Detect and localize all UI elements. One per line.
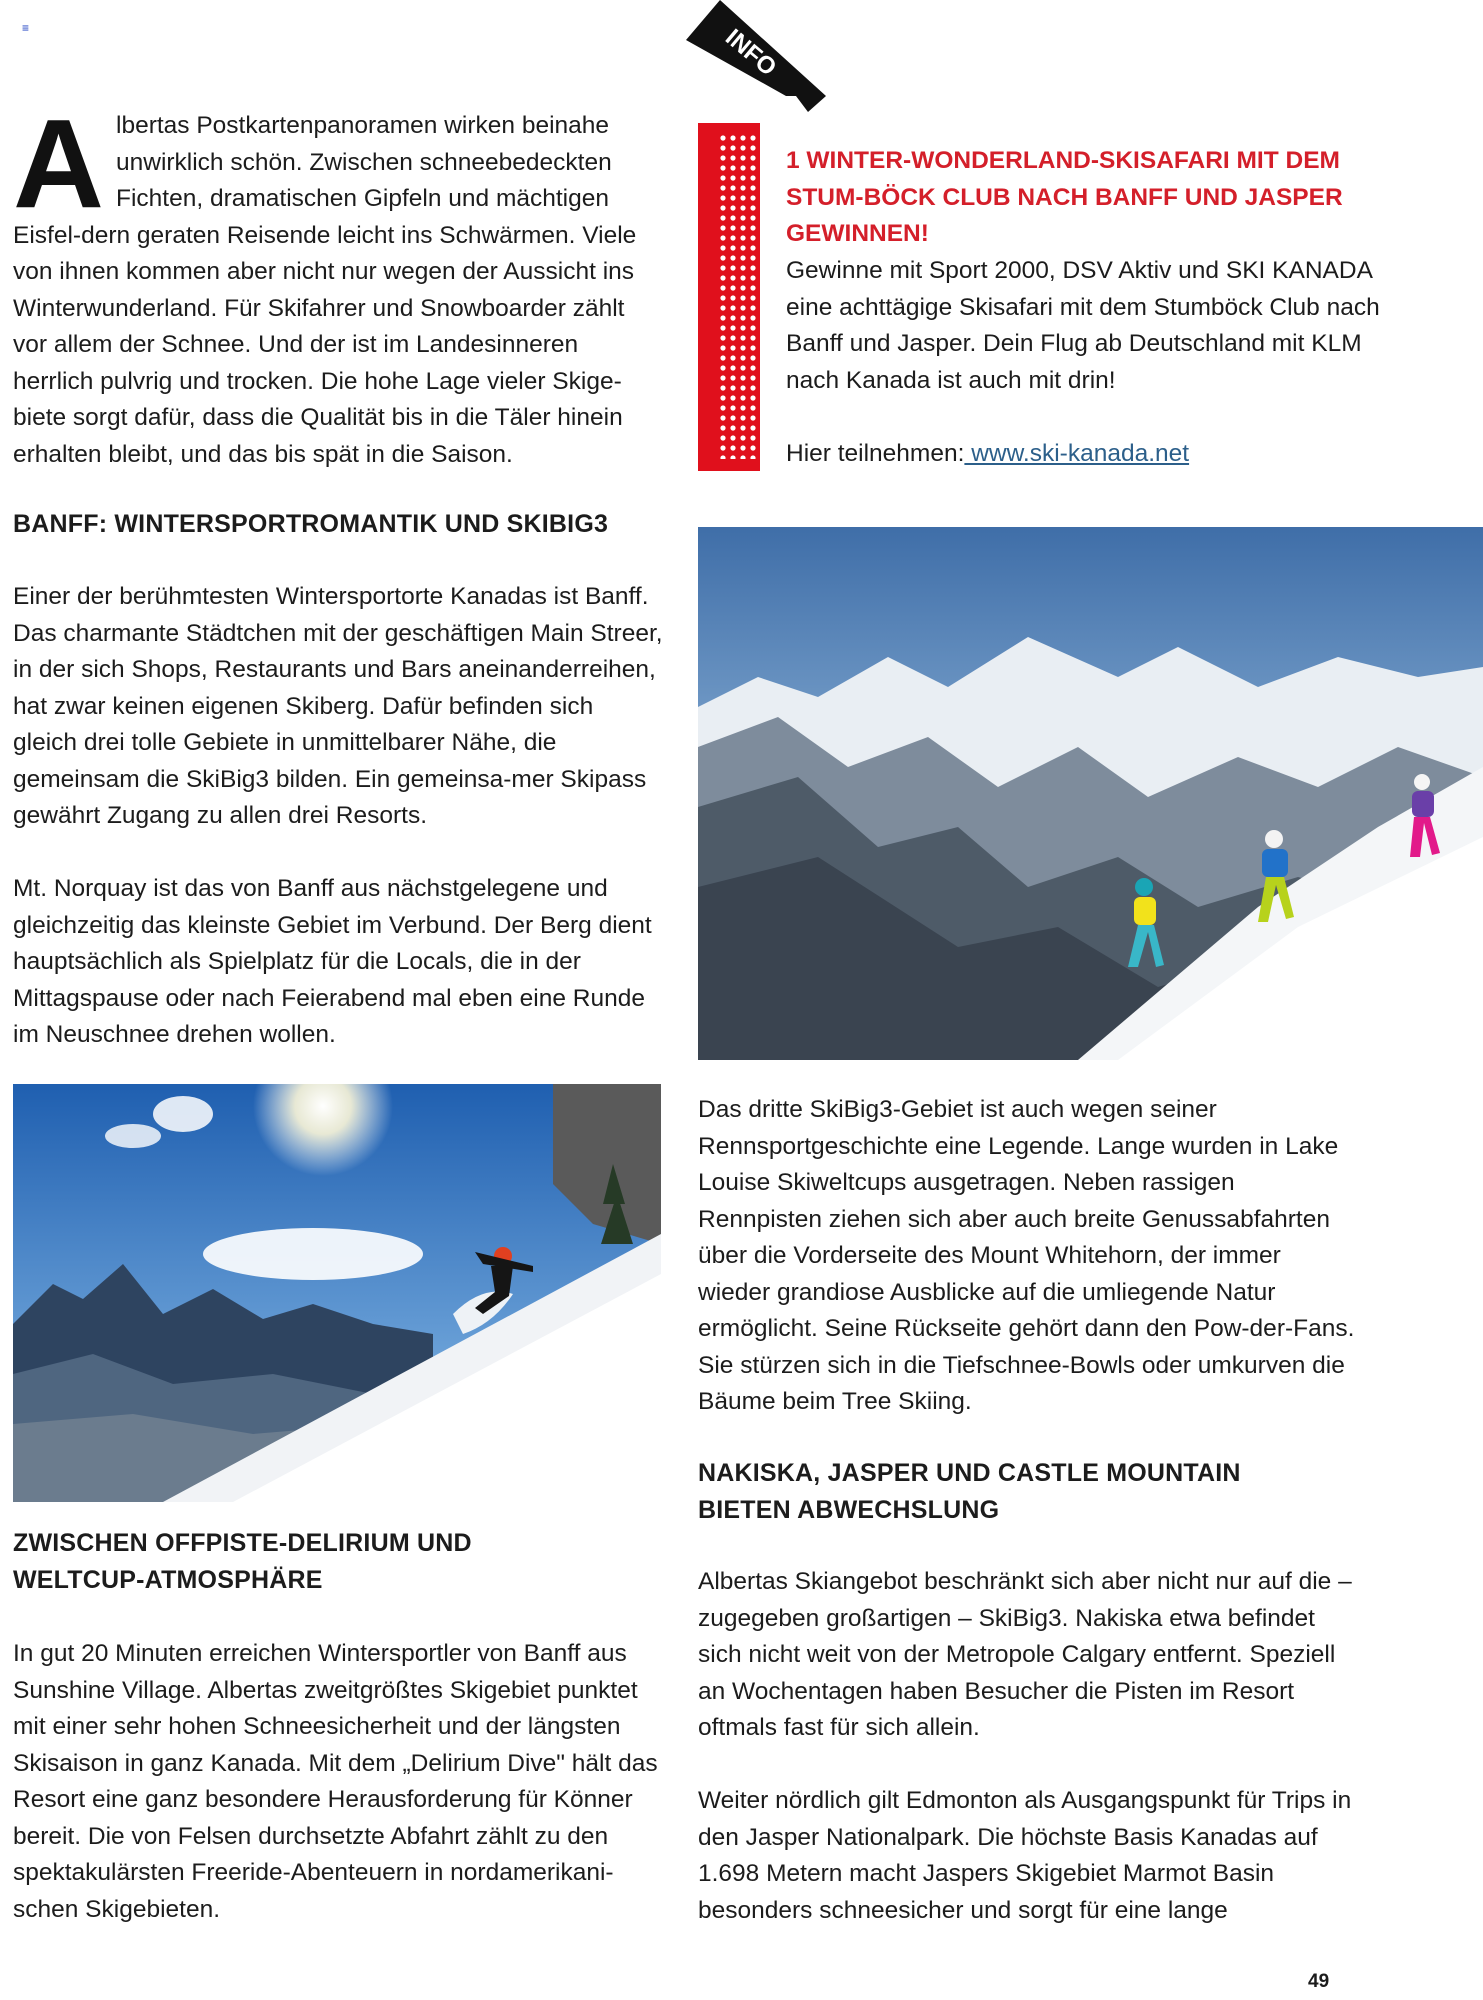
banff-paragraph-1: Einer der berühmtesten Wintersportorte Kanadas ist Banff. Das charmante Städtchen mit der geschäftigen Main Streer, in der sich Shops, Restaurants und Bars aneinanderreihen, hat zwar keinen eigenen Skiberg. Dafür befinden sich gleich drei tolle Gebiete in unmittelbarer Nähe, die gemeinsam die SkiBig3 bilden. Ein gemeinsa-mer Skipass gewährt Zugang zu allen drei Resorts. [13, 583, 663, 829]
ski-kanada-link[interactable]: www.ski-kanada.net [964, 440, 1190, 467]
menu-icon[interactable]: ≡ [22, 21, 30, 35]
info-link-prefix: Hier teilnehmen: [786, 440, 965, 467]
info-title: 1 WINTER-WONDERLAND-SKISAFARI MIT DEM STUM-BÖCK CLUB NACH BANFF UND JASPER GEWINNEN! [786, 147, 1343, 247]
info-link-line [786, 436, 1406, 473]
info-body: Gewinne mit Sport 2000, DSV Aktiv und SKI KANADA eine achttägige Skisafari mit dem Stumböck Club nach Banff und Jasper. Dein Flug ab Deutschland mit KLM nach Kanada ist auch mit drin! [786, 257, 1380, 394]
lake-louise-paragraph: Das dritte SkiBig3-Gebiet ist auch wegen seiner Rennsportgeschichte eine Legende. Lange wurden in Lake Louise Skiweltcups ausgetragen. Neben rassigen Rennpisten ziehen sich aber auch breite Genussabfahrten über die Vorderseite des Mount Whitehorn, der immer wieder grandiose Ausblicke auf die umliegende Natur ermöglicht. Seine Rückseite gehört dann den Pow-der-Fans. Sie stürzen sich in die Tiefschnee-Bowls oder umkurven die Bäume beim Tree Skiing. [698, 1096, 1355, 1415]
info-tag-label: INFO [720, 23, 782, 82]
banff-heading: BANFF: WINTERSPORTROMANTIK UND SKIBIG3 [13, 510, 609, 538]
nakiska-heading [698, 1455, 1358, 1529]
snowboarder-photo [13, 1084, 661, 1502]
nakiska-heading-line-2: BIETEN ABWECHSLUNG [698, 1496, 1000, 1524]
intro-paragraph [13, 93, 663, 473]
offpiste-heading-line-1: ZWISCHEN OFFPISTE-DELIRIUM UND [13, 1529, 472, 1557]
banff-paragraph-2: Mt. Norquay ist das von Banff aus nächstgelegene und gleichzeitig das kleinste Gebiet im Verbund. Der Berg dient hauptsächlich als Spielplatz für die Locals, die in der Mittagspause oder nach Feierabend mal eben eine Runde im Neuschnee drehen wollen. [13, 875, 652, 1048]
info-halftone-strip [698, 123, 760, 471]
offpiste-heading [13, 1525, 663, 1599]
nakiska-paragraph-1: Albertas Skiangebot beschränkt sich aber nicht nur auf die – zugegeben großartigen – SkiBig3. Nakiska etwa befindet sich nicht weit von der Metropole Calgary entfernt. Speziell an Wochentagen haben Besucher die Pisten im Resort oftmals fast für sich allein. [698, 1568, 1352, 1741]
info-tag [686, 0, 826, 112]
offpiste-paragraph: In gut 20 Minuten erreichen Wintersportler von Banff aus Sunshine Village. Albertas zweitgrößtes Skigebiet punktet mit einer sehr hohen Schneesicherheit und der längsten Skisaison in ganz Kanada. Mit dem „Delirium Dive" hält das Resort eine ganz besondere Herausforderung für Könner bereit. Die von Felsen durchsetzte Abfahrt zählt zu den spektakulärsten Freeride-Abenteuern in nordamerikani-schen Skigebieten. [13, 1640, 658, 1923]
offpiste-heading-line-2: WELTCUP-ATMOSPHÄRE [13, 1566, 323, 1594]
intro-text: lbertas Postkartenpanoramen wirken beinahe unwirklich schön. Zwischen schneebedeckten Fichten, dramatischen Gipfeln und mächtigen Eisfel-dern geraten Reisende leicht ins Schwärmen. Viele von ihnen kommen aber nicht nur wegen der Aussicht ins Winterwunderland. Für Skifahrer und Snowboarder zählt vor allem der Schnee. Und der ist im Landesinneren herrlich pulvrig und trocken. Die hohe Lage vieler Skige-biete sorgt dafür, dass die Qualität bis in die Täler hinein erhalten bleibt, und das bis spät in die Saison. [13, 112, 637, 468]
page-number: 49 [1308, 1971, 1330, 1992]
nakiska-heading-line-1: NAKISKA, JASPER UND CASTLE MOUNTAIN [698, 1459, 1241, 1487]
nakiska-paragraph-2: Weiter nördlich gilt Edmonton als Ausgangspunkt für Trips in den Jasper Nationalpark. Die höchste Basis Kanadas auf 1.698 Metern macht Jaspers Skigebiet Marmot Basin besonders schneesicher und sorgt für eine lange [698, 1787, 1352, 1924]
lake-louise-skiers-photo [698, 527, 1483, 1060]
drop-cap: A [13, 93, 104, 234]
